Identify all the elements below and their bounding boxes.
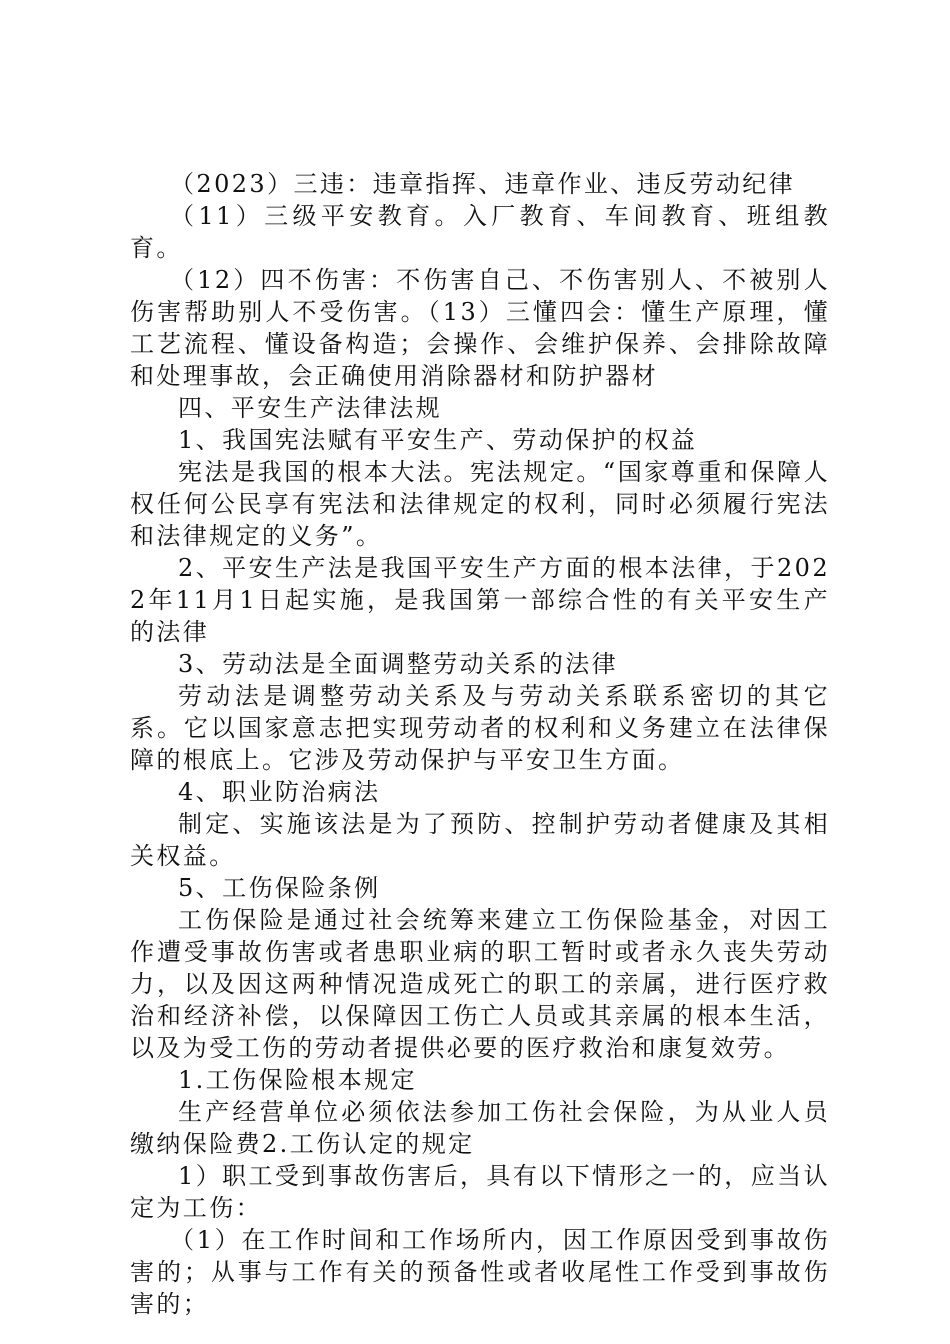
paragraph-injury-recognition: 1）职工受到事故伤害后，具有以下情形之一的，应当认定为工伤：: [130, 1162, 830, 1222]
paragraph-occupational-disease-law: 制定、实施该法是为了预防、控制护劳动者健康及其相关权益。: [130, 810, 830, 870]
paragraph-three-level-education: （11）三级平安教育。入厂教育、车间教育、班组教育。: [130, 202, 830, 262]
paragraph-injury-case-1: （1）在工作时间和工作场所内，因工作原因受到事故伤害的；从事与工作有关的预备性或者收尾性工作受到事故伤害的；: [130, 1226, 830, 1318]
paragraph-four-no-harm: （12）四不伤害：不伤害自己、不伤害别人、不被别人伤害帮助别人不受伤害。（13）三懂四会：懂生产原理，懂工艺流程、懂设备构造；会操作、会维护保养、会排除故障和处理事故，会正确使用消除器材和防护器材: [130, 266, 830, 390]
subheading-occupational-disease-law: 4、职业防治病法: [178, 778, 381, 806]
paragraph-labor-law: 劳动法是调整劳动关系及与劳动关系联系密切的其它系。它以国家意志把实现劳动者的权利和义务建立在法律保障的根底上。它涉及劳动保护与平安卫生方面。: [130, 682, 830, 774]
paragraph-work-injury-insurance: 工伤保险是通过社会统筹来建立工伤保险基金，对因工作遭受事故伤害或者患职业病的职工暂时或者永久丧失劳动力，以及因这两种情况造成死亡的职工的亲属，进行医疗救治和经济补偿，以保障因工伤亡人员或其亲属的根本生活，以及为受工伤的劳动者提供必要的医疗救治和康复效劳。: [130, 906, 830, 1062]
subheading-constitution: 1、我国宪法赋有平安生产、劳动保护的权益: [178, 426, 698, 454]
subheading-work-injury-insurance: 5、工伤保险条例: [178, 874, 381, 902]
paragraph-constitution: 宪法是我国的根本大法。宪法规定。“国家尊重和保障人权任何公民享有宪法和法律规定的权利，同时必须履行宪法和法律规定的义务”。: [130, 458, 830, 550]
paragraph-safety-production-law: 2、平安生产法是我国平安生产方面的根本法律，于2022年11月1日起实施，是我国第一部综合性的有关平安生产的法律: [130, 554, 830, 646]
document-body: [130, 168, 830, 1320]
paragraph-three-violations: （2023）三违：违章指挥、违章作业、违反劳动纪律: [170, 170, 796, 198]
paragraph-insurance-premium: 生产经营单位必须依法参加工伤社会保险，为从业人员缴纳保险费2.工伤认定的规定: [130, 1098, 830, 1158]
subheading-insurance-basic-rules: 1.工伤保险根本规定: [178, 1066, 417, 1094]
subheading-labor-law: 3、劳动法是全面调整劳动关系的法律: [178, 650, 619, 678]
section-heading-safety-law: 四、平安生产法律法规: [178, 394, 442, 422]
